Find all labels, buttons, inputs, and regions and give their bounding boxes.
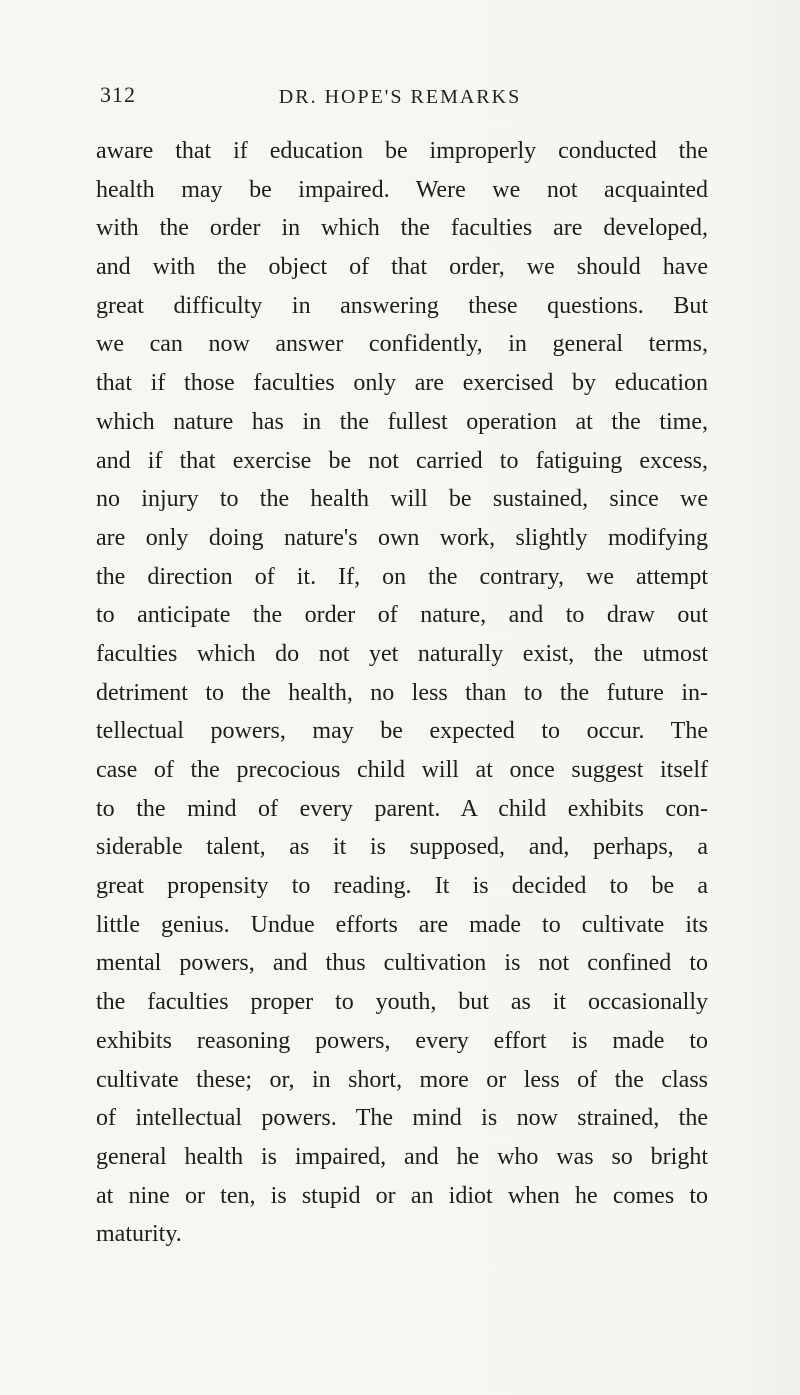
text-line: that if those faculties only are exercised by education — [96, 370, 708, 397]
text-line: aware that if education be improperly conducted the — [96, 138, 708, 164]
text-line: health may be impaired. Were we not acquainted — [96, 176, 708, 203]
text-line: we can now answer confidently, in general terms, — [96, 331, 708, 358]
text-line: faculties which do not yet naturally exist, the utmost — [96, 640, 708, 667]
text-line: to the mind of every parent. A child exhibits con- — [96, 795, 708, 822]
text-line: with the order in which the faculties are developed, — [96, 215, 708, 242]
text-line: and if that exercise be not carried to fatiguing excess, — [96, 447, 708, 474]
text-line: detriment to the health, no less than to the future in- — [96, 679, 708, 706]
text-line: little genius. Undue efforts are made to cultivate its — [96, 911, 708, 938]
text-line: cultivate these; or, in short, more or less of the class — [96, 1066, 708, 1093]
text-line: maturity. — [96, 1221, 182, 1248]
page-header — [0, 82, 800, 118]
text-line: mental powers, and thus cultivation is not confined to — [96, 950, 708, 977]
body-text — [96, 132, 708, 1254]
text-line: no injury to the health will be sustained, since we — [96, 486, 708, 513]
text-line: general health is impaired, and he who was so bright — [96, 1143, 708, 1170]
text-line: siderable talent, as it is supposed, and, perhaps, a — [96, 834, 708, 861]
text-line: tellectual powers, may be expected to occur. The — [96, 718, 708, 745]
text-line: which nature has in the fullest operation at the time, — [96, 408, 708, 435]
text-line: exhibits reasoning powers, every effort is made to — [96, 1027, 708, 1054]
text-line: are only doing nature's own work, slightly modifying — [96, 524, 708, 551]
text-line: the faculties proper to youth, but as it occasionally — [96, 989, 708, 1016]
text-line: to anticipate the order of nature, and to draw out — [96, 602, 708, 629]
text-line: great difficulty in answering these questions. But — [96, 292, 708, 319]
running-head: DR. HOPE'S REMARKS — [278, 86, 522, 108]
text-line: and with the object of that order, we should have — [96, 254, 708, 281]
text-line: the direction of it. If, on the contrary, we attempt — [96, 563, 708, 590]
text-line: of intellectual powers. The mind is now strained, the — [96, 1105, 708, 1132]
text-line: case of the precocious child will at once suggest itself — [96, 757, 708, 783]
page-number: 312 — [100, 82, 136, 107]
text-line: at nine or ten, is stupid or an idiot when he comes to — [96, 1182, 708, 1209]
text-line: great propensity to reading. It is decided to be a — [96, 873, 708, 900]
